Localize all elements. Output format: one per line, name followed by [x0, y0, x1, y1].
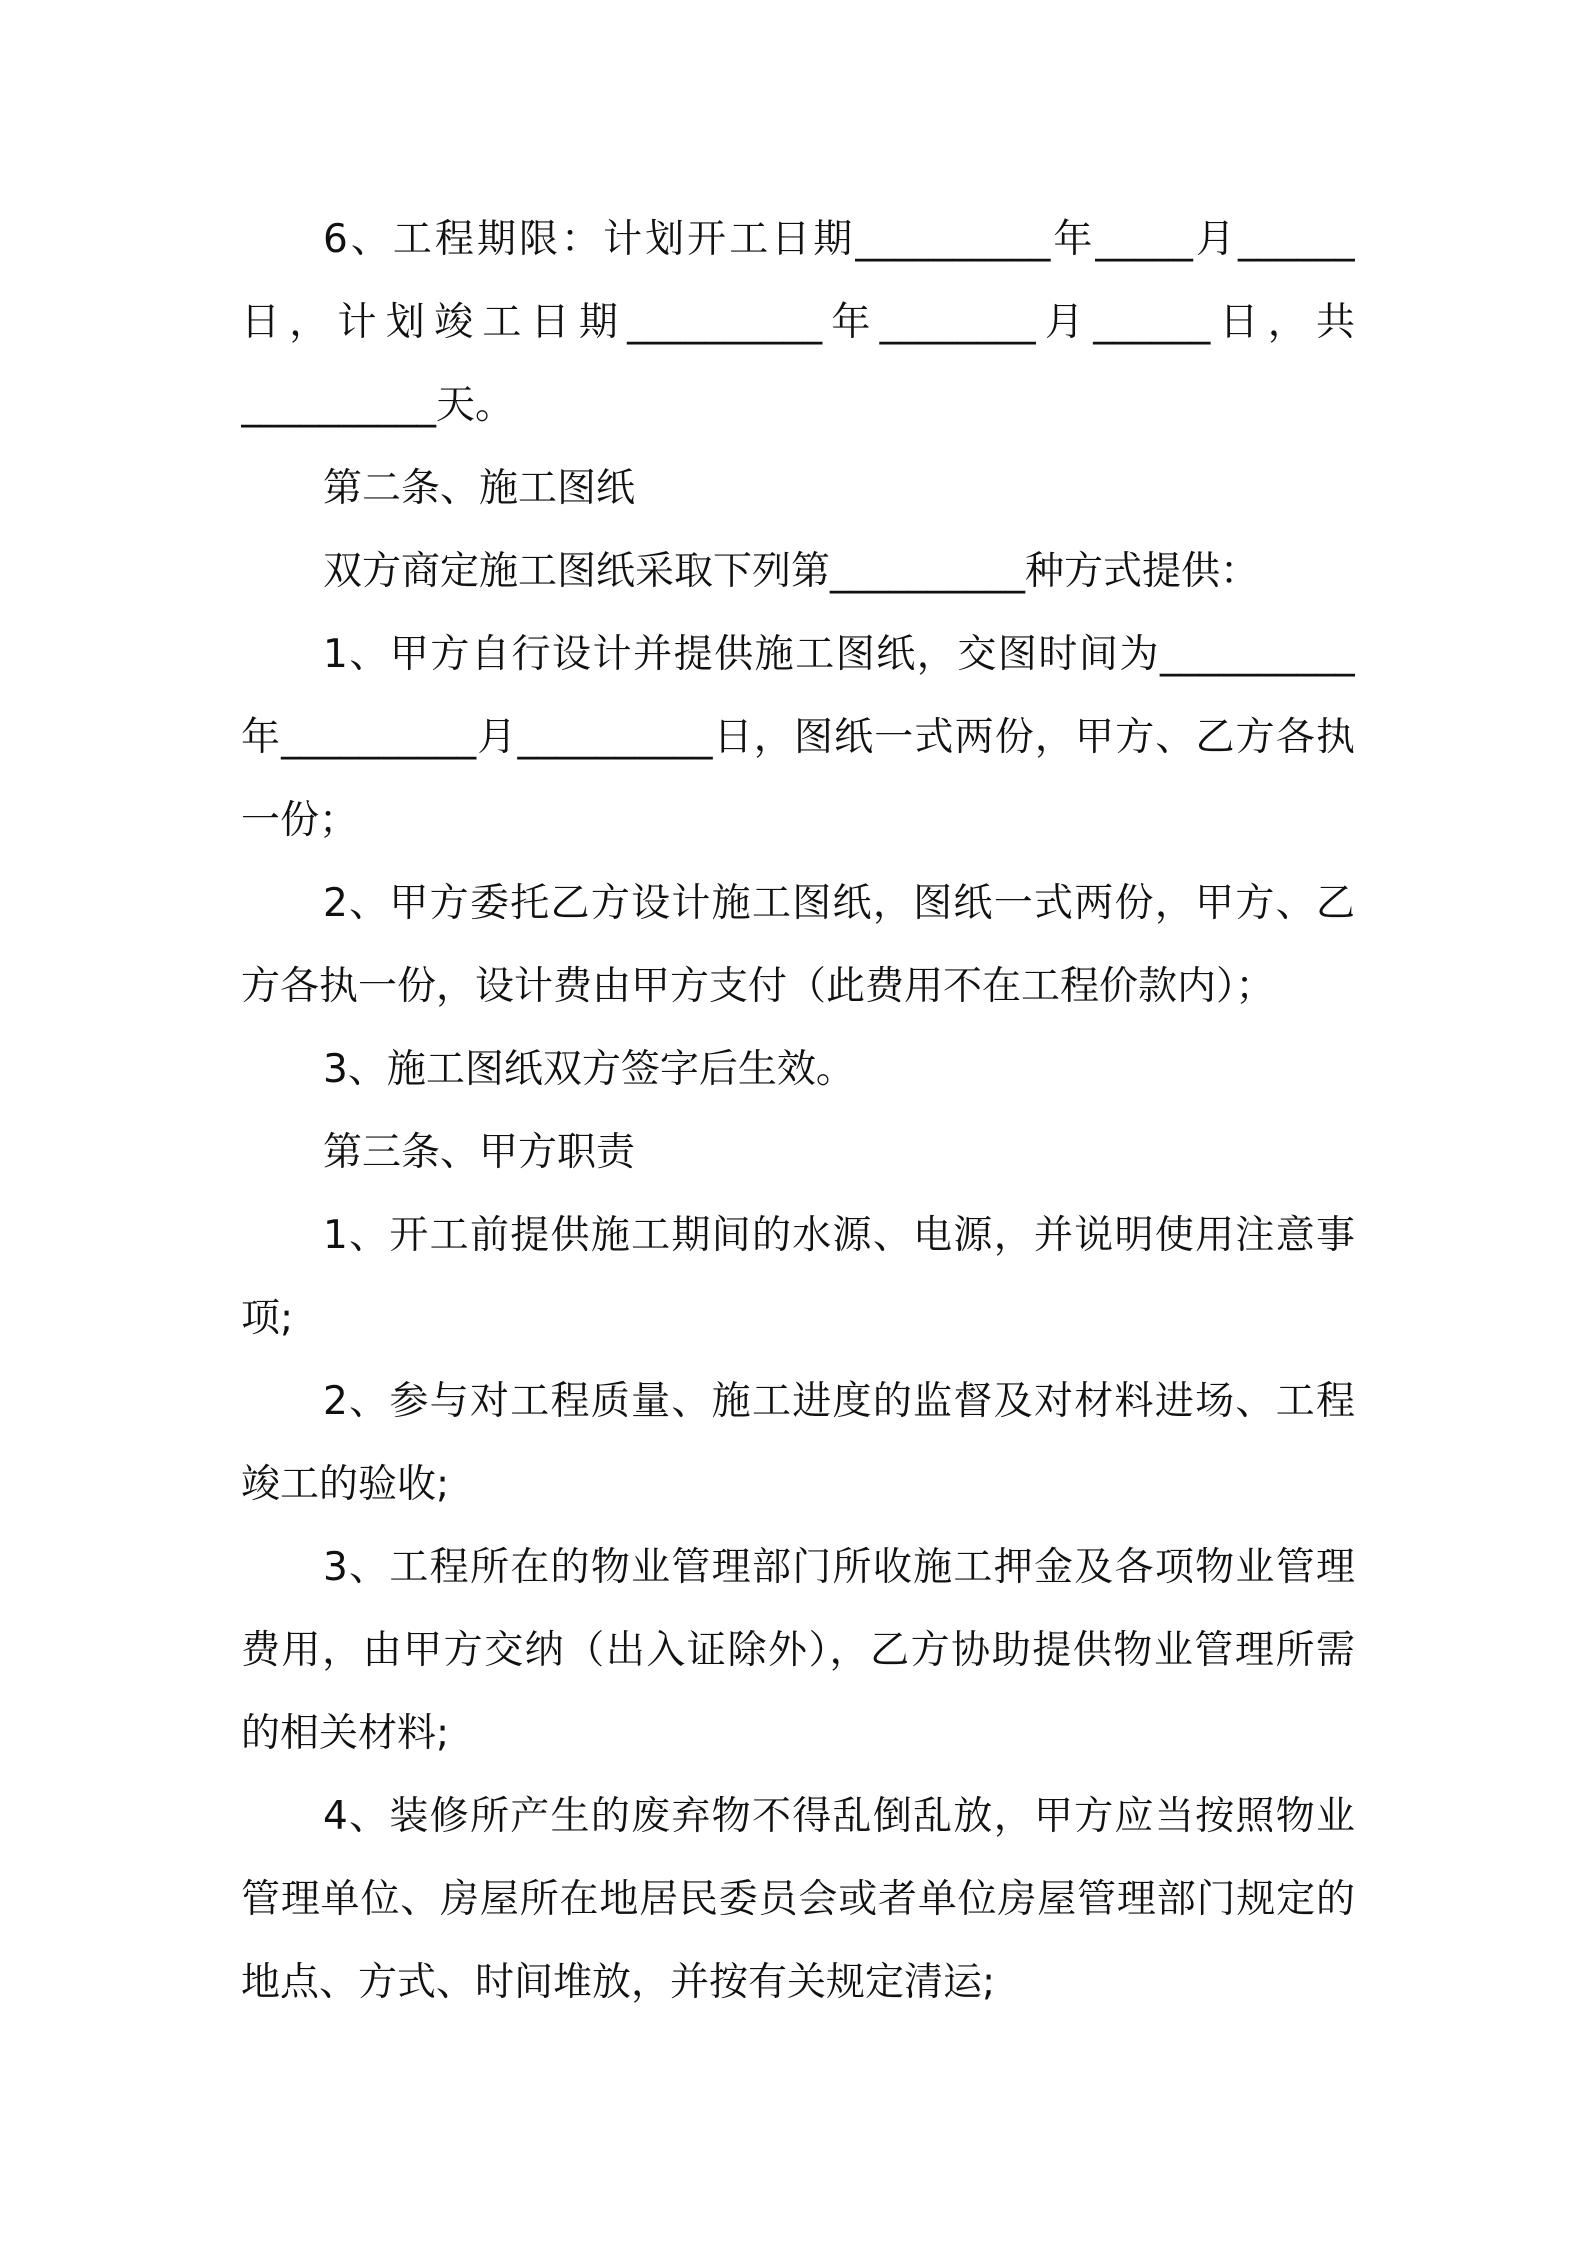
document-line: 管理单位、房屋所在地居民委员会或者单位房屋管理部门规定的	[241, 1877, 1355, 1922]
document-line: 4、装修所产生的废弃物不得乱倒乱放，甲方应当按照物业	[323, 1794, 1355, 1839]
document-line: 双方商定施工图纸采取下列第__________种方式提供：	[323, 549, 1260, 594]
document-line: 2、甲方委托乙方设计施工图纸，图纸一式两份，甲方、乙	[323, 881, 1355, 926]
document-line: 项;	[241, 1296, 294, 1341]
document-line: 1、开工前提供施工期间的水源、电源，并说明使用注意事	[323, 1213, 1355, 1258]
document-line: 方各执一份，设计费由甲方支付（此费用不在工程价款内）；	[241, 964, 1275, 1009]
document-line: 日，计划竣工日期__________年________月______日，共	[241, 300, 1355, 345]
document-line: 6、工程期限：计划开工日期__________年_____月______	[323, 217, 1355, 262]
document-line: 第三条、甲方职责	[323, 1130, 636, 1175]
document-line: 费用，由甲方交纳（出入证除外），乙方协助提供物业管理所需	[241, 1628, 1355, 1673]
document-line: 2、参与对工程质量、施工进度的监督及对材料进场、工程	[323, 1379, 1355, 1424]
document-line: 3、施工图纸双方签字后生效。	[323, 1047, 855, 1092]
document-line: 地点、方式、时间堆放，并按有关规定清运;	[241, 1960, 996, 2005]
document-line: 年__________月__________日，图纸一式两份，甲方、乙方各执	[241, 715, 1355, 760]
document-line: 1、甲方自行设计并提供施工图纸，交图时间为__________	[323, 632, 1355, 677]
document-line: 的相关材料;	[241, 1711, 450, 1756]
document-line: 竣工的验收;	[241, 1462, 450, 1507]
document-line: 第二条、施工图纸	[323, 466, 636, 511]
document-line: __________天。	[241, 383, 515, 428]
document-line: 一份；	[241, 798, 359, 843]
document-line: 3、工程所在的物业管理部门所收施工押金及各项物业管理	[323, 1545, 1355, 1590]
document-body	[241, 198, 1355, 2024]
